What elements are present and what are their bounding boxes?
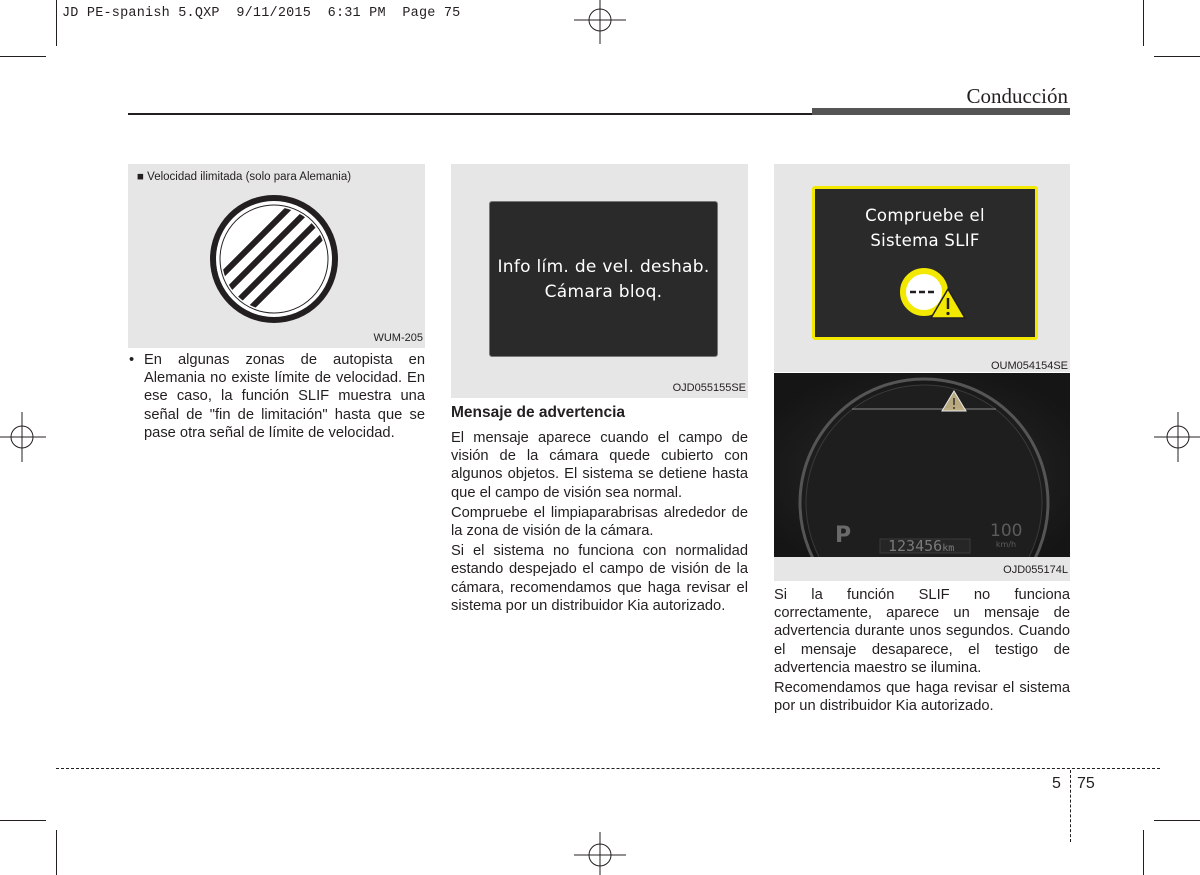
body-paragraphs [451, 429, 748, 617]
section-heading: Mensaje de advertencia [451, 404, 626, 421]
warning-display [812, 186, 1038, 340]
odometer-unit: km [942, 543, 955, 554]
footer-rule [56, 768, 1160, 769]
chapter-number: 5 [1052, 775, 1061, 792]
figure-code-strip [774, 557, 1070, 581]
figure-code: OJD055174L [1003, 564, 1068, 576]
display-line-2: Cámara bloq. [544, 282, 663, 302]
paragraph: Si el sistema no funciona con normalidad estando despejado el campo de visión de la cámara, recomendamos que haga revisar el sistema por un distribuidor Kia autorizado. [451, 543, 748, 614]
body-paragraphs [774, 586, 1070, 717]
warning-line-2: Sistema SLIF [870, 231, 980, 250]
figure-unlimited-speed [128, 164, 425, 348]
speed-value: 100 [990, 521, 1023, 541]
printer-slug: JD PE-spanish 5.QXP 9/11/2015 6:31 PM Page 75 [62, 6, 461, 21]
figure-camera-blocked [451, 164, 748, 398]
section-title: Conducción [966, 84, 1068, 108]
display-message [490, 255, 717, 305]
gear-indicator: P [835, 523, 852, 548]
cluster-display [489, 201, 718, 357]
paragraph: Si la función SLIF no funciona correctamente, aparece un mensaje de advertencia durante unos segundos. Cuando el mensaje desaparece, el testigo de advertencia maestro se ilumina. [774, 587, 1070, 676]
caption-marker: ■ [137, 171, 144, 183]
odometer [888, 537, 954, 555]
paragraph: Compruebe el limpiaparabrisas alrededor de la zona de visión de la cámara. [451, 504, 748, 540]
cluster-gauge-graphic [774, 373, 1070, 557]
figure-code: WUM-205 [373, 332, 423, 344]
bullet-item [128, 351, 425, 442]
speed-unit: km/h [995, 540, 1017, 549]
paragraph: El mensaje aparece cuando el campo de visión de la cámara quede cubierto con algunos objetos. El sistema se detiene hasta que el campo de visión sea normal. [451, 430, 748, 501]
figure-caption [137, 171, 351, 183]
speed-readout [990, 523, 1022, 549]
figure-check-slif [774, 164, 1070, 372]
paragraph: Recomendamos que haga revisar el sistema por un distribuidor Kia autorizado. [774, 680, 1070, 715]
header-rule-accent [812, 108, 1070, 115]
warning-line-1: Compruebe el [865, 206, 985, 225]
page-number: 75 [1077, 775, 1095, 792]
warning-message [815, 203, 1035, 253]
cluster-photo [774, 373, 1070, 557]
end-of-limit-sign-icon [207, 192, 341, 326]
odometer-value: 123456 [888, 537, 943, 555]
display-line-1: Info lím. de vel. deshab. [497, 257, 710, 277]
page-number-divider [1070, 770, 1071, 842]
caption-text: Velocidad ilimitada (solo para Alemania) [147, 171, 352, 183]
slif-warning-icon [899, 267, 971, 323]
figure-code: OJD055155SE [672, 382, 746, 394]
bullet-symbol: • [129, 352, 135, 368]
bullet-text: En algunas zonas de autopista en Alemania no existe límite de velocidad. En ese caso, la función SLIF muestra una señal de "fin de limitación" hasta que se pase otra señal de límite de velocidad. [144, 352, 425, 441]
figure-code: OUM054154SE [990, 360, 1068, 372]
